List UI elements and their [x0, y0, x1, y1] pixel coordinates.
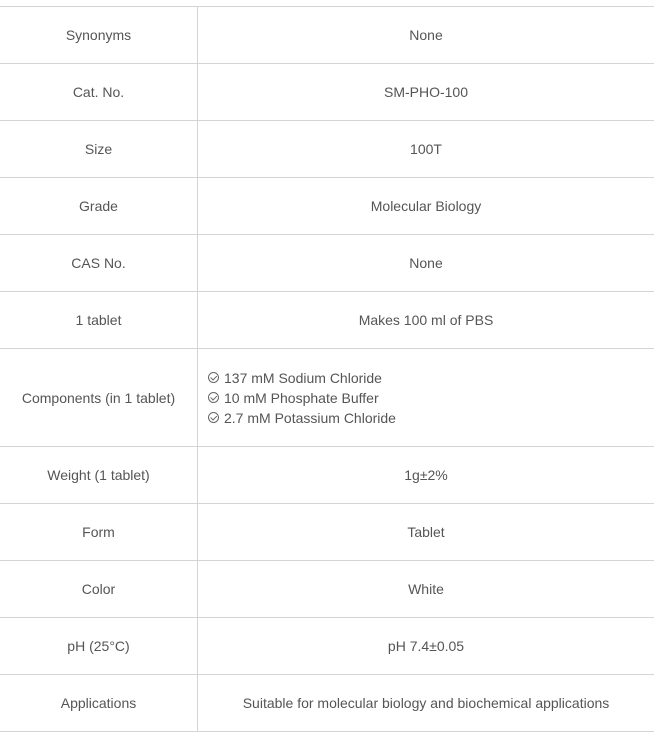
row-value: SM-PHO-100 — [198, 64, 654, 121]
row-label: Components (in 1 tablet) — [0, 349, 198, 447]
row-label: Grade — [0, 178, 198, 235]
table-row — [0, 121, 654, 178]
list-item: 137 mM Sodium Chloride — [208, 368, 654, 388]
row-label: CAS No. — [0, 235, 198, 292]
row-value: None — [198, 235, 654, 292]
product-spec-table — [0, 6, 654, 732]
list-item: 10 mM Phosphate Buffer — [208, 388, 654, 408]
table-row — [0, 7, 654, 64]
row-label: Applications — [0, 675, 198, 732]
table-row — [0, 618, 654, 675]
table-row — [0, 64, 654, 121]
table-row — [0, 235, 654, 292]
row-value: None — [198, 7, 654, 64]
row-value: White — [198, 561, 654, 618]
check-circle-icon — [208, 412, 219, 423]
row-label: Color — [0, 561, 198, 618]
row-label: Synonyms — [0, 7, 198, 64]
list-item: 2.7 mM Potassium Chloride — [208, 408, 654, 428]
row-value: Molecular Biology — [198, 178, 654, 235]
row-label: Form — [0, 504, 198, 561]
row-value: 100T — [198, 121, 654, 178]
row-value: Tablet — [198, 504, 654, 561]
check-circle-icon — [208, 372, 219, 383]
row-value: Suitable for molecular biology and biochemical applications — [198, 675, 654, 732]
row-value: pH 7.4±0.05 — [198, 618, 654, 675]
row-label: Cat. No. — [0, 64, 198, 121]
row-label: Size — [0, 121, 198, 178]
table-row — [0, 504, 654, 561]
table-row — [0, 447, 654, 504]
table-row — [0, 349, 654, 447]
table-row — [0, 675, 654, 732]
table-row — [0, 178, 654, 235]
table-row — [0, 561, 654, 618]
row-value: 1g±2% — [198, 447, 654, 504]
check-circle-icon — [208, 392, 219, 403]
row-label: pH (25°C) — [0, 618, 198, 675]
components-list — [198, 349, 654, 447]
row-label: 1 tablet — [0, 292, 198, 349]
row-value: Makes 100 ml of PBS — [198, 292, 654, 349]
row-label: Weight (1 tablet) — [0, 447, 198, 504]
table-row — [0, 292, 654, 349]
